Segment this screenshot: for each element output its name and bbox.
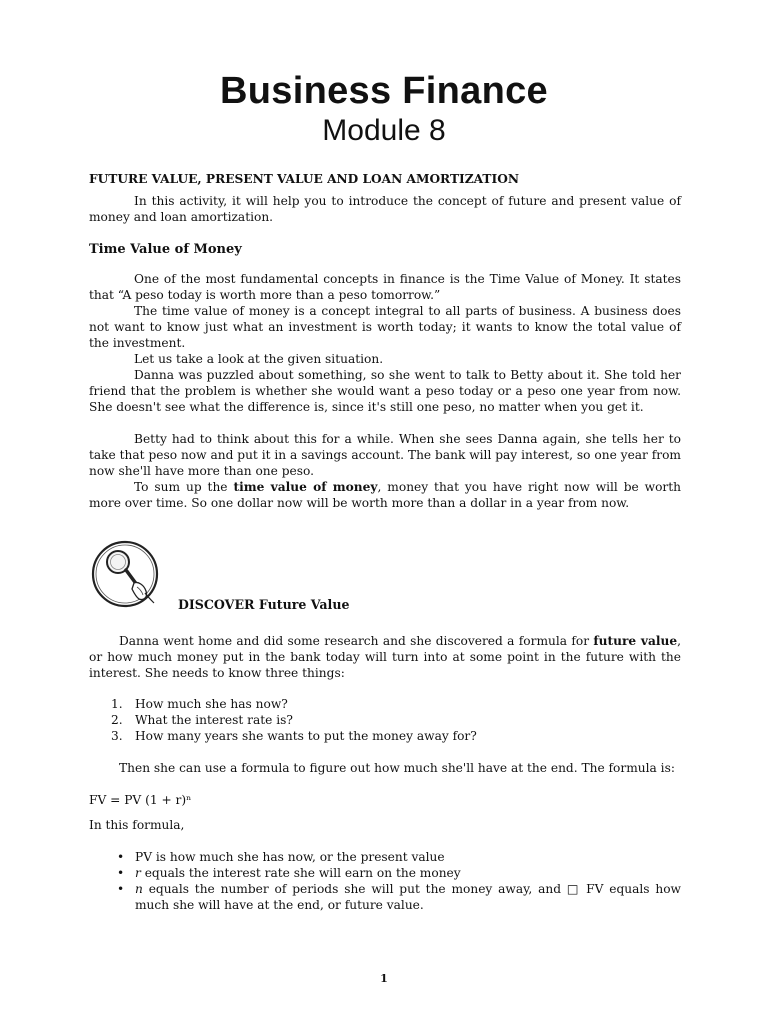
tvm-paragraph-4: Danna was puzzled about something, so she went to talk to Betty about it. She told her friend that the problem is whether she would want a peso today or a peso one year from now. She doesn't see what the difference is, since it's still one peso, no matter when you get it. [89, 368, 681, 414]
tvm-paragraph-1: One of the most fundamental concepts in finance is the Time Value of Money. It states that “A peso today is worth more than a peso tomorrow.” [89, 272, 681, 302]
bullet-text: PV is how much she has now, or the present value [135, 850, 445, 864]
list-item-number: 2. [111, 713, 123, 727]
magnifying-glass-icon [90, 537, 160, 611]
bullet-text: equals the interest rate she will earn on the money [140, 866, 461, 880]
numbered-list [89, 696, 681, 744]
list-item [89, 712, 681, 728]
tvm-paragraph-6 [89, 479, 681, 511]
bullet-icon: • [117, 882, 125, 896]
tvm-p6-post: , money that you have right now will be worth more over time. So one dollar now will be worth more than a dollar in a year from now. [89, 480, 681, 510]
section-heading: FUTURE VALUE, PRESENT VALUE AND LOAN AMORTIZATION [89, 172, 519, 186]
bullet-list [89, 849, 681, 913]
discover-heading: DISCOVER Future Value [178, 597, 350, 612]
tvm-paragraph-2: The time value of money is a concept integral to all parts of business. A business does not want to know just what an investment is worth today; it wants to know the total value of the investment. [89, 304, 681, 350]
bullet-variable: r [135, 866, 141, 880]
module-subtitle: Module 8 [322, 114, 446, 147]
discover-p1-pre: Danna went home and did some research and she discovered a formula for [119, 634, 594, 648]
intro-paragraph: In this activity, it will help you to introduce the concept of future and present value of money and loan amortization. [89, 194, 681, 224]
bullet-icon: • [117, 866, 125, 880]
page-number: 1 [380, 972, 388, 985]
bullet-text: equals the number of periods she will put the money away, and □ FV equals how much she will have at the end, or future value. [135, 882, 681, 912]
list-item [89, 696, 681, 712]
tvm-p6-pre: To sum up the [134, 480, 234, 494]
formula: FV = PV (1 + r)ⁿ [89, 793, 192, 807]
list-item-text: What the interest rate is? [135, 713, 293, 727]
tvm-heading: Time Value of Money [89, 242, 242, 257]
discover-paragraph-3: In this formula, [89, 818, 185, 832]
document-title: Business Finance [220, 70, 548, 112]
tvm-paragraph-3: Let us take a look at the given situation. [134, 352, 384, 366]
discover-p1-post: , or how much money put in the bank today will turn into at some point in the future with the interest. She needs to know three things: [89, 634, 681, 680]
list-item-number: 3. [111, 729, 123, 743]
tvm-paragraph-5: Betty had to think about this for a while. When she sees Danna again, she tells her to take that peso now and put it in a savings account. The bank will pay interest, so one year from now she'll have more than one peso. [89, 432, 681, 478]
list-item-text: How much she has now? [135, 697, 288, 711]
list-item [89, 728, 681, 744]
tvm-p6-bold: time value of money [233, 480, 378, 494]
bullet-icon: • [117, 850, 125, 864]
list-item-text: How many years she wants to put the money away for? [135, 729, 477, 743]
list-item [89, 865, 681, 881]
discover-paragraph-2: Then she can use a formula to figure out how much she'll have at the end. The formula is: [119, 761, 675, 775]
list-item [89, 881, 681, 913]
list-item [89, 849, 681, 865]
discover-p1-bold: future value [593, 634, 678, 648]
list-item-number: 1. [111, 697, 123, 711]
bullet-variable: n [135, 882, 143, 896]
discover-paragraph-1 [89, 633, 681, 681]
